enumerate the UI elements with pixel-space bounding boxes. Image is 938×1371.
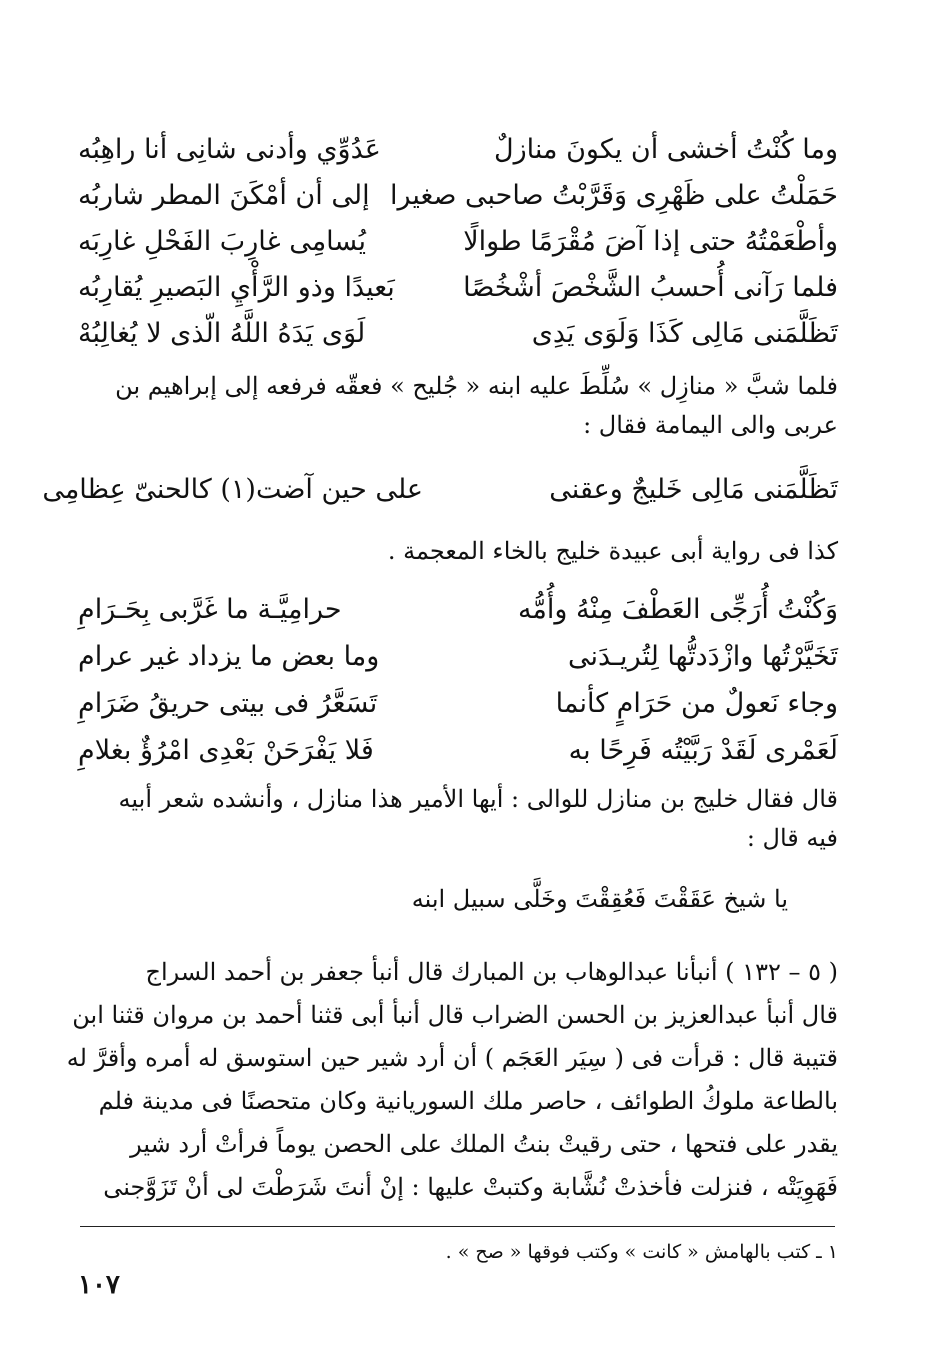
page-number: ١٠٧	[78, 1270, 120, 1300]
verse-second-hemistich: وما بعض ما يزداد غير عرام	[78, 641, 380, 672]
verse-line	[78, 585, 838, 635]
verse-line	[78, 217, 838, 267]
paragraph-1	[75, 367, 838, 445]
paragraph-line: قال فقال خليج بن منازل للوالى : أيها الأمير هذا منازل ، وأنشده شعر أبيه	[118, 785, 838, 813]
verse-first-hemistich: وأطْعَمْتُهُ حتى إذا آضَ مُقْرَمًا طوالًا	[463, 226, 838, 257]
verse-line	[78, 171, 838, 221]
verse-second-hemistich: حرامِيَّـة ما غَرَّبى بِحَـرَامِ	[78, 594, 342, 625]
verse-second-hemistich: على حين آضت(١) كالحنىّ عِظامِى	[42, 474, 423, 505]
paragraph-line: قال أنبأ عبدالعزيز بن الحسن الضراب قال أنبأ أبى قثنا أحمد بن مروان قثنا ابن	[72, 1001, 838, 1029]
verse-first-hemistich: تَظَلَّمَنى مَالِى كَذَا وَلَوَى يَدِى	[531, 318, 838, 349]
verse-first-hemistich: تَخَيَّرْتُها وازْدَدتُّها لِتُريـدَنى	[567, 641, 838, 672]
verse-first-hemistich: وجاء نَعولٌ من حَرَامٍ كأنما	[555, 688, 838, 719]
half-verse	[188, 880, 788, 919]
verse-first-hemistich: وما كُنْتُ أخشى أن يكونَ منازلٌ	[494, 134, 838, 165]
verse-line	[78, 309, 838, 359]
verse-second-hemistich: عَدُوِّي وأدنى شانِى أنا راهِبُه	[78, 134, 381, 165]
paragraph-line: فيه قال :	[746, 824, 838, 852]
verse-first-hemistich: لَعَمْرى لَقَدْ رَبَّيْتُه فَرِحًا به	[568, 735, 838, 766]
verse-line	[78, 125, 838, 175]
paragraph-line: ( ٥ – ١٣٢ ) أنبأنا عبدالوهاب بن المبارك قال أنبأ جعفر بن أحمد السراج	[145, 958, 838, 986]
verse-second-hemistich: إلى أن أمْكَنَ المطر شاربُه	[78, 180, 370, 211]
verse-first-hemistich: فلما رَآنى أُحسبُ الشَّخْصَ أشْخُصًا	[463, 272, 838, 303]
half-verse-text: يا شيخ عَقَقْتَ فَعُقِقْتَ وخَلَّى سبيل ابنه	[411, 885, 788, 913]
verse-second-hemistich: تَسَعَّرُ فى بيتى حريقُ ضَرَامِ	[78, 688, 378, 719]
paragraph-3	[75, 780, 838, 858]
verse-line	[78, 679, 838, 729]
footnote-separator	[80, 1226, 835, 1227]
paragraph-line: عربى والى اليمامة فقال :	[583, 411, 838, 439]
verse-first-hemistich: حَمَلْتُ على ظَهْرِى وَقَرَّبْتُ صاحبى صغيرا	[389, 180, 838, 211]
verse-second-hemistich: لَوَى يَدَهُ اللَّهُ الّذى لا يُغالِبُهْ	[78, 318, 366, 349]
paragraph-line: فَهَوِيَتْه ، فنزلت فأخذتْ نُشَّابة وكتبتْ عليها : إنْ أنتَ شَرَطْتَ لى أنْ تَزَوَّجنى	[103, 1173, 838, 1201]
paragraph-line: كذا فى رواية أبى عبيدة خليج بالخاء المعجمة .	[387, 537, 838, 565]
paragraph-2	[75, 532, 838, 571]
paragraph-line: بالطاعة ملوكُ الطوائف ، حاصر ملك السوريانية وكان متحصنًا فى مدينة فلم	[98, 1087, 838, 1115]
paragraph-line: فلما شبَّ « منازِل » سُلِّطَ عليه ابنه « جُليح » فعقّه فرفعه إلى إبراهيم بن	[115, 372, 838, 400]
verse-line	[78, 632, 838, 682]
verse-first-hemistich: تَظَلَّمَنى مَالِى خَليجٌ وعقنى	[549, 474, 838, 505]
verse-line	[78, 263, 838, 313]
verse-second-hemistich: بَعيدًا وذو الرَّأْيِ البَصيرِ يُقارِبُه	[78, 272, 395, 303]
verse-second-hemistich: فَلا يَفْرَحَنْ بَعْدِى امْرُؤٌ بغلامِ	[78, 735, 374, 766]
verse-line	[42, 465, 838, 515]
footnote: ١ ـ كتب بالهامش « كانت » وكتب فوقها « صح » .	[445, 1241, 838, 1263]
verse-second-hemistich: يُسامِى غارِبَ الفَحْلِ غارِبَه	[78, 226, 366, 257]
paragraph-line: قتيبة قال : قرأت فى ( سِيَر العَجَم ) أن أرد شير حين استوسق له أمره وأقرَّ له	[66, 1044, 838, 1072]
verse-first-hemistich: وَكُنْتُ أُرَجِّى العَطْفَ مِنْهُ وأُمُّه	[517, 594, 838, 625]
paragraph-4	[66, 951, 838, 1209]
verse-line	[78, 726, 838, 776]
paragraph-line: يقدر على فتحها ، حتى رقيتْ بنتُ الملك على الحصن يوماً فرأتْ أرد شير	[130, 1130, 838, 1158]
